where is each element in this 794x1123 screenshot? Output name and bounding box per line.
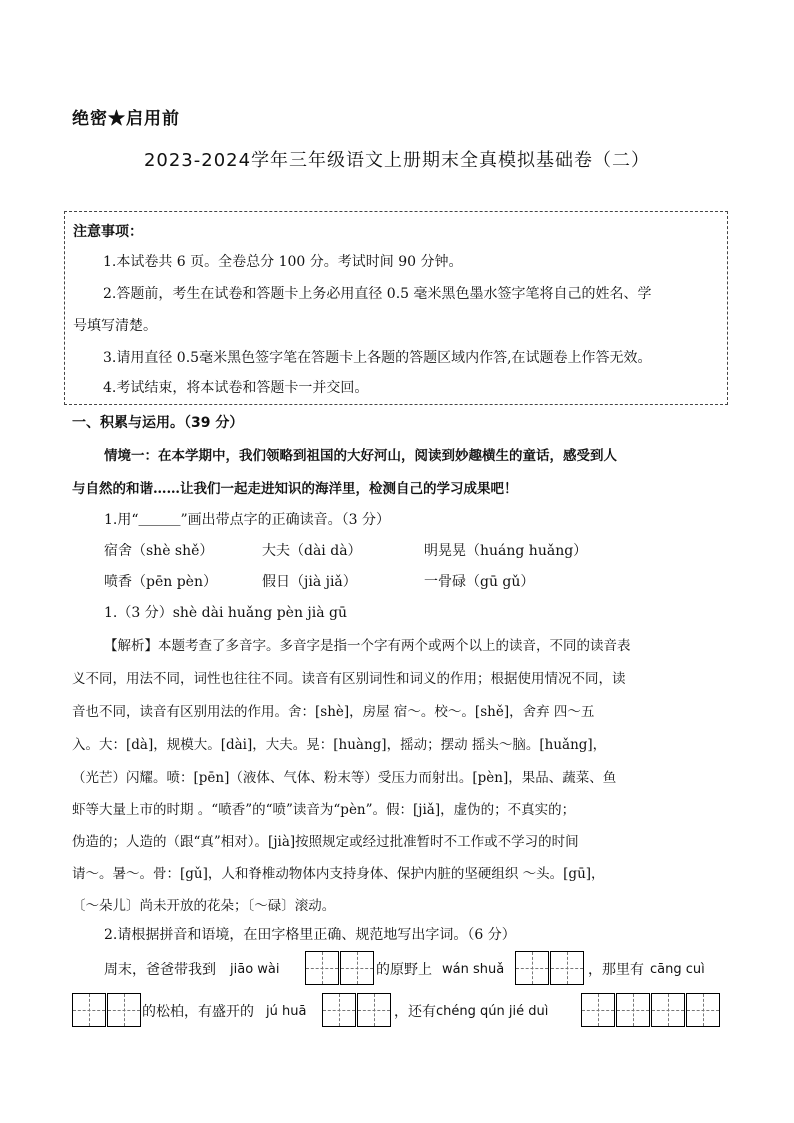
q2-pinyin: cāng cuì	[650, 962, 705, 977]
q1-option: 明晃晃（huáng huǎng）	[424, 543, 588, 559]
tianzige-box[interactable]	[305, 951, 339, 985]
tianzige-box[interactable]	[651, 993, 685, 1027]
analysis-line: 请～。暑～。骨：[gǔ]，人和脊椎动物体内支持身体、保护内脏的坚硬组织 ～头。[gū]，	[72, 866, 605, 882]
q2-text: 的松柏，有盛开的	[142, 1004, 254, 1020]
q1-option: 大夫（dài dà）	[262, 543, 362, 559]
q2-pinyin: jú huā	[266, 1004, 307, 1019]
q2-pinyin: jiāo wài	[230, 962, 280, 977]
tianzige-box[interactable]	[340, 951, 374, 985]
notice-item-2: 2.答题前，考生在试卷和答题卡上务必用直径 0.5 毫米黑色墨水签字笔将自己的姓名、学	[103, 286, 652, 302]
tianzige-box[interactable]	[686, 993, 720, 1027]
question-2: 2.请根据拼音和语境，在田字格里正确、规范地写出字词。（6 分）	[104, 927, 516, 943]
q1-option: 假日（jià jiǎ）	[262, 574, 357, 590]
confidential-label: 绝密★启用前	[72, 109, 180, 129]
q2-text: 的原野上	[376, 962, 432, 978]
tianzige-box[interactable]	[357, 993, 391, 1027]
page-title: 2023-2024学年三年级语文上册期末全真模拟基础卷（二）	[143, 150, 651, 171]
tianzige-box[interactable]	[616, 993, 650, 1027]
analysis-line: 入。大：[dà]，规模大。[dài]，大夫。晃：[huàng]，摇动；摆动 摇头～脑。[huǎng]，	[72, 737, 607, 753]
q2-pinyin: wán shuǎ	[442, 962, 505, 977]
analysis-line: 〔～朵儿〕尚未开放的花朵；〔～碌〕滚动。	[72, 898, 336, 914]
q2-text: 周末，爸爸带我到	[104, 962, 216, 978]
tianzige-box[interactable]	[322, 993, 356, 1027]
tianzige-box[interactable]	[107, 993, 141, 1027]
analysis-line: 音也不同，读音有区别用法的作用。舍：[shè]，房屋 宿～。校～。[shě]，舍弃 四～五	[72, 704, 595, 720]
answer-1: 1.（3 分）shè dài huǎng pèn jià gū	[104, 605, 348, 621]
analysis-line: 伪造的；人造的（跟“真”相对）。[jià]按照规定或经过批准暂时不工作或不学习的时间	[72, 834, 579, 850]
tianzige-box[interactable]	[72, 993, 106, 1027]
question-1: 1.用“＿＿＿”画出带点字的正确读音。（3 分）	[104, 512, 391, 528]
notice-heading: 注意事项：	[73, 224, 143, 240]
notice-item-1: 1.本试卷共 6 页。全卷总分 100 分。考试时间 90 分钟。	[103, 254, 463, 270]
notice-item-3: 3.请用直径 0.5毫米黑色签字笔在答题卡上各题的答题区域内作答,在试题卷上作答无效。	[103, 350, 652, 366]
q2-text: ，那里有	[588, 962, 644, 978]
tianzige-box[interactable]	[515, 951, 549, 985]
notice-item-4: 4.考试结束，将本试卷和答题卡一并交回。	[103, 380, 369, 396]
tianzige-box[interactable]	[581, 993, 615, 1027]
analysis-line: 义不同，用法不同，词性也往往不同。读音有区别词性和词义的作用；根据使用情况不同，读	[72, 671, 626, 687]
tianzige-box[interactable]	[550, 951, 584, 985]
analysis-line: 虾等大量上市的时期 。“喷香”的“喷”读音为“pèn”。假：[jiǎ]，虚伪的；不真实的；	[72, 802, 576, 818]
q1-option: 一骨碌（gū gǔ）	[424, 574, 535, 590]
q2-pinyin: chéng qún jié duì	[436, 1004, 549, 1019]
q1-option: 喷香（pēn pèn）	[104, 574, 217, 590]
notice-item-2-cont: 号填写清楚。	[73, 318, 157, 334]
notice-box	[64, 211, 728, 405]
analysis-line: 【解析】本题考查了多音字。多音字是指一个字有两个或两个以上的读音，不同的读音表	[104, 638, 631, 654]
q1-option: 宿舍（shè shě）	[104, 543, 214, 559]
analysis-line: （光芒）闪耀。喷：[pēn]（液体、气体、粉末等）受压力而射出。[pèn]，果品、蔬菜、鱼	[72, 770, 617, 786]
context-line-2: 与自然的和谐……让我们一起走进知识的海洋里，检测自己的学习成果吧！	[72, 481, 518, 497]
section-heading: 一、积累与运用。（39 分）	[72, 415, 244, 431]
q2-text: ，还有	[394, 1004, 436, 1020]
context-line-1: 情境一：在本学期中，我们领略到祖国的大好河山，阅读到妙趣横生的童话，感受到人	[104, 448, 617, 464]
